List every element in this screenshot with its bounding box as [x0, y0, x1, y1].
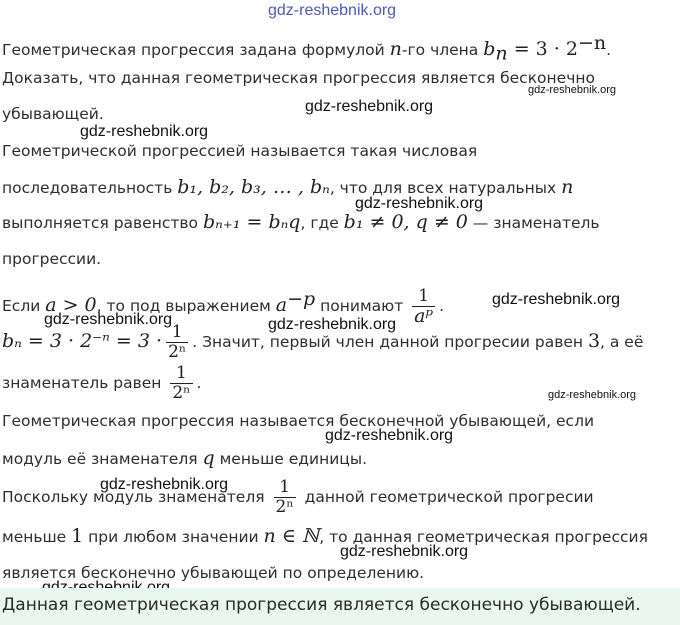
definition-line-4: прогрессии. — [2, 250, 102, 268]
watermark: gdz-reshebnik.org — [548, 389, 637, 401]
watermark: gdz-reshebnik.org — [492, 291, 621, 308]
infinite-definition-line-2: модуль её знаменателя q меньше единицы. — [2, 447, 367, 469]
watermark: gdz-reshebnik.org — [355, 195, 484, 212]
watermark: gdz-reshebnik.org — [80, 123, 209, 140]
watermark: gdz-reshebnik.org — [268, 316, 397, 333]
power-definition-line: Если a > 0, то под выражением $a^{-p}$ понимают $\frac{1}{\text{aᵖ}}$ . — [2, 286, 445, 328]
definition-line-3: выполняется равенство bₙ₊₁ = bₙq, где b₁ ≠ 0, q ≠ 0 — знаменатель — [2, 211, 600, 233]
watermark: gdz-reshebnik.org — [44, 311, 173, 328]
definition-line-1: Геометрической прогрессией называется такая числовая — [2, 142, 478, 160]
final-line: является бесконечно убывающей по определению. — [2, 564, 425, 582]
fraction: $\frac{1}{\text{2ⁿ}}$ — [168, 322, 187, 362]
definition-line-2: последовательность b₁, b₂, b₃, … , bₙ, что для всех натуральных n — [2, 176, 574, 198]
watermark: gdz-reshebnik.org — [528, 84, 617, 96]
watermark: gdz-reshebnik.org — [100, 476, 229, 493]
watermark: gdz-reshebnik.org — [325, 427, 454, 444]
fraction: $\frac{1}{\text{2ⁿ}}$ — [172, 363, 191, 403]
problem-line-1: Геометрическая прогрессия задана формулой n-го члена $b_n = 3 \cdot 2^{-n}$. — [2, 32, 612, 65]
watermark: gdz-reshebnik.org — [305, 98, 434, 115]
infinite-definition-line-1: Геометрическая прогрессия называется бесконечной убывающей, если — [2, 412, 595, 430]
less-line: меньше 1 при любом значении n ∈ ℕ, то данная геометрическая прогрессия — [2, 525, 648, 547]
problem-line-3: убывающей. — [2, 105, 104, 123]
problem-line-2: Доказать, что данная геометрическая прогрессия является бесконечно — [2, 69, 595, 87]
since-line: Поскольку модуль знаменателя $\frac{1}{\text{2ⁿ}}$ данной геометрической прогресии — [2, 477, 594, 517]
fraction: $\frac{1}{\text{aᵖ}}$ — [414, 286, 434, 328]
watermark: gdz-reshebnik.org — [340, 543, 469, 560]
fraction: $\frac{1}{\text{2ⁿ}}$ — [275, 477, 294, 517]
answer-box — [0, 588, 680, 625]
answer-text: Данная геометрическая прогрессия является бесконечно убывающей. — [2, 595, 641, 615]
watermark-top: gdz-reshebnik.org — [268, 2, 397, 19]
ratio-line: знаменатель равен $\frac{1}{\text{2ⁿ}}$ . — [2, 363, 202, 403]
calculation-line: bₙ = 3 · 2⁻ⁿ = 3 · $\frac{1}{\text{2ⁿ}}$ . Значит, первый член данной прогреcии равен 3, а её — [2, 322, 644, 362]
